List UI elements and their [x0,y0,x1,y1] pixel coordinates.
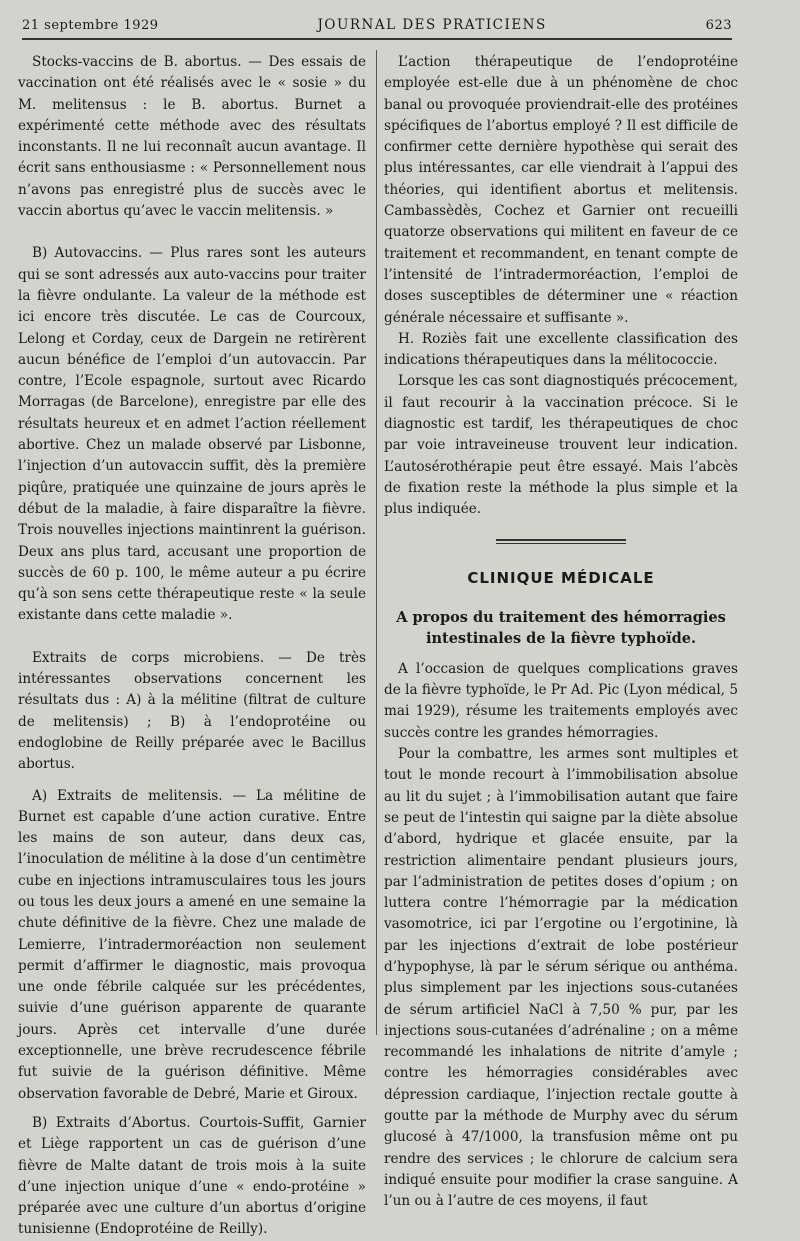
section-separator [496,539,626,544]
article-title-line-2: intestinales de la fièvre typhoïde. [425,629,697,647]
header-date: 21 septembre 1929 [22,18,159,33]
header-rule [22,38,732,40]
paragraph-action-therapeutique: L’action thérapeutique de l’endoprotéine employée est-elle due à un phénomène de choc banal ou provoquée proviendrait-elle des protéines spécifiques de l’abortus employé ? Il est difficile de confirmer cette dernière hypothèse qui serait des plus intéressantes, car elle viendrait à l’appui des théories, qui identifient abortus et melitensis. Cambassèdès, Cochez et Garnier ont recueilli quatorze observations qui militent en faveur de ce traitement et recommandent, en tenant compte de l’intensité de l’intradermoréaction, l’emploi de doses susceptibles de déterminer une « réaction générale nécessaire et suffisante ». [384,54,738,326]
paragraph-stocks-vaccins: Stocks-vaccins de B. abortus. — Des essais de vaccination ont été réalisés avec le « sosie » du M. melitensus : le B. abortus. Burnet a expérimenté cette méthode avec des résultats inconstants. Il ne lui reconnaît aucun avantage. Il écrit sans enthousiasme : « Personnellement nous n’avons pas enregistré plus de succès avec le vaccin abortus qu’avec le vaccin melitensis. » [18,54,366,220]
left-column [18,52,366,1241]
running-header [22,17,732,39]
section-title: CLINIQUE MÉDICALE [467,568,655,587]
header-page-number: 623 [705,18,732,33]
header-journal-title: JOURNAL DES PRATICIENS [317,17,547,33]
paragraph-pic-intro: A l’occasion de quelques complications graves de la fièvre typhoïde, le Pr Ad. Pic (Lyon médical, 5 mai 1929), résume les traitements employés avec succès contre les grandes hémorragies. [384,660,738,741]
paragraph-extraits-corps-microbiens: Extraits de corps microbiens. — De très intéressantes observations concernent les résultats dus : A) à la mélitine (filtrat de culture de melitensis) ; B) à l’endoprotéine ou endoglobine de Reilly préparée avec le Bacillus abortus. [18,649,366,773]
article-title-line-1: A propos du traitement des hémorragies [396,608,726,626]
article-title [384,607,738,649]
paragraph-autovaccins: B) Autovaccins. — Plus rares sont les auteurs qui se sont adressés aux auto-vaccins pour traiter la fièvre ondulante. La valeur de la méthode est ici encore très discutée. Le cas de Courcoux, Lelong et Corday, ceux de Dargein ne retirèrent aucun bénéfice de l’emploi d’un autovaccin. Par contre, l’Ecole espagnole, surtout avec Ricardo Morragas (de Barcelone), enregistre par elle des résultats heureux et en admet l’action réellement abortive. Chez un malade observé par Lisbonne, l’injection d’un autovaccin suffit, dès la première piqûre, pratiquée une quinzaine de jours après le début de la maladie, à faire disparaître la fièvre. Trois nouvelles injections maintinrent la guérison. Deux ans plus tard, accusant une proportion de succès de 60 p. 100, le même auteur a pu écrire qu’à son sens cette thérapeutique reste « la seule existante dans cette maladie ». [18,245,366,624]
column-divider [376,50,377,1035]
paragraph-diagnostic: Lorsque les cas sont diagnostiqués précocement, il faut recourir à la vaccination précoce. Si le diagnostic est tardif, les thérapeutiques de choc par voie intraveineuse trouvent leur indication. L’autosérothérapie peut être essayé. Mais l’abcès de fixation reste la méthode la plus simple et la plus indiquée. [384,373,738,518]
paragraph-treatments: Pour la combattre, les armes sont multiples et tout le monde recourt à l’immobilisation absolue au lit du sujet ; à l’immobilisation autant que faire se peut de l’intestin qui saigne par la diète absolue d’abord, hydrique et glacée ensuite, par la restriction alimentaire pendant plusieurs jours, par l’administration de petites doses d’opium ; on luttera contre l’hémorragie par la médication vasomotrice, ici par l’ergotine ou l’ergotinine, là par les injections d’extrait de lobe postérieur d’hypophyse, là par le sérum sérique ou anthéma. plus simplement par les injections sous-cutanées de sérum artificiel NaCl à 7,50 % pur, par les injections sous-cutanées d’adrénaline ; on a même recommandé les inhalations de nitrite d’amyle ; contre les hémorragies considérables avec dépression cardiaque, l’injection rectale goutte à goutte par la méthode de Murphy avec du sérum glucosé à 47/1000, la transfusion même ont pu rendre des services ; le chlorure de calcium sera indiqué ensuite pour modifier la crase sanguine. A l’un ou à l’autre de ces moyens, il faut [384,746,738,1210]
paragraph-extraits-melitensis: A) Extraits de melitensis. — La mélitine de Burnet est capable d’une action curative. Entre les mains de son auteur, dans deux cas, l’inoculation de mélitine à la dose d’un centimètre cube en injections intramusculaires tous les jours ou tous les deux jours a amené en une semaine la chute définitive de la fièvre. Chez une malade de Lemierre, l’intradermoréaction non seulement permit d’affirmer le diagnostic, mais provoqua une onde fébrile calquée sur les précédentes, suivie d’une guérison apparente de quarante jours. Après cet intervalle d’une durée exceptionnelle, une brève recrudescence fébrile fut suivie de la guérison définitive. Même observation favorable de Debré, Marie et Giroux. [18,787,366,1102]
paragraph-rozies: H. Roziès fait une excellente classification des indications thérapeutiques dans la mélitococcie. [384,330,738,369]
paragraph-extraits-abortus: B) Extraits d’Abortus. Courtois-Suffit, Garnier et Liège rapportent un cas de guérison d’une fièvre de Malte datant de trois mois à la suite d’une injection unique d’une « endo-protéine » préparée avec une culture d’un abortus d’origine tunisienne (Endoprotéine de Reilly). [18,1114,366,1238]
right-column [384,52,738,1213]
